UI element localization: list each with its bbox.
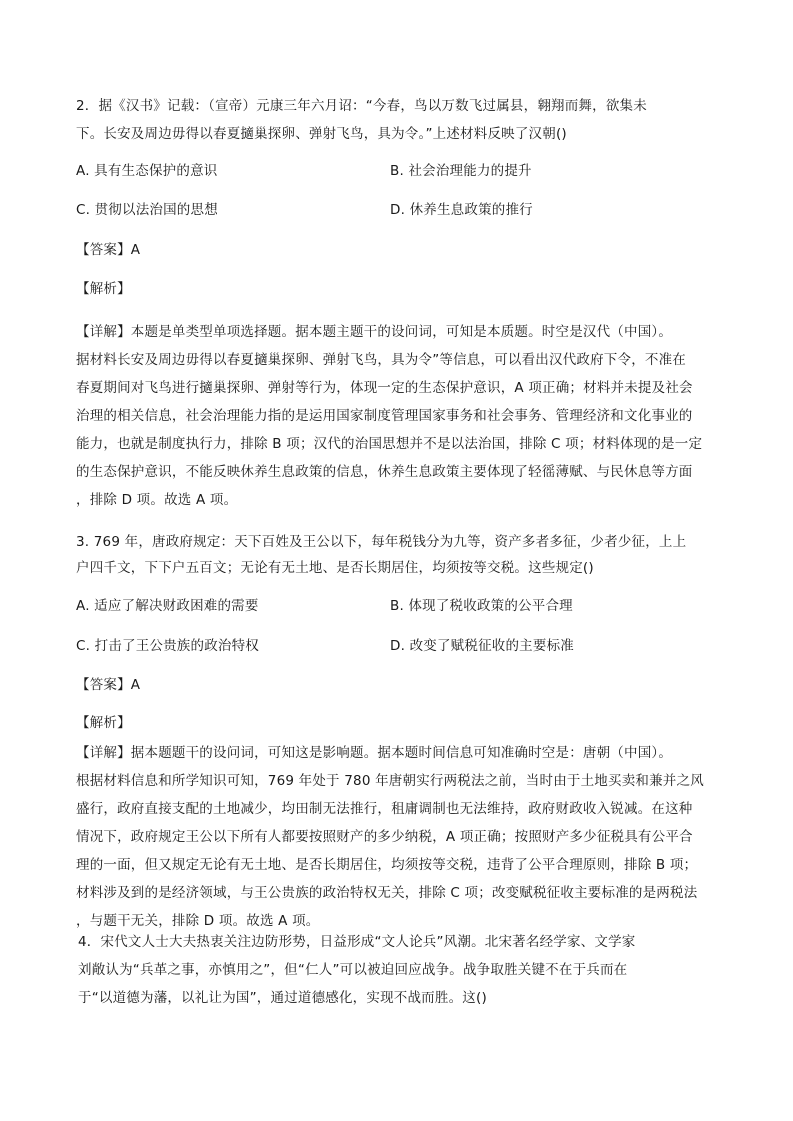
q2-detail-line: ，排除 D 项。故选 A 项。 (76, 492, 238, 508)
q3-option-d: D. 改变了赋税征收的主要标准 (390, 638, 574, 654)
q3-detail (76, 739, 704, 935)
q4-stem-line2: 刘敞认为“兵革之事，亦慎用之”，但“仁人”可以被迫回应战争。战争取胜关键不在于兵而在 (78, 962, 628, 978)
q3-stem-line1: 3. 769 年，唐政府规定：天下百姓及王公以下，每年税钱分为九等，资产多者多征，少者少征，上上 (76, 534, 687, 550)
q3-option-b: B. 体现了税收政策的公平合理 (390, 598, 573, 614)
q3-option-c: C. 打击了王公贵族的政治特权 (76, 638, 260, 654)
q3-answer: 【答案】A (76, 677, 141, 693)
q2-detail (76, 318, 702, 514)
q2-answer: 【答案】A (76, 242, 141, 258)
q3-stem-line2: 户四千文，下下户五百文；无论有无土地、是否长期居住，均须按等交税。这些规定() (76, 560, 594, 576)
q2-option-b: B. 社会治理能力的提升 (390, 163, 532, 179)
q3-option-a: A. 适应了解决财政困难的需要 (76, 598, 259, 614)
q2-detail-line: 据材料长安及周边毋得以春夏擿巢探卵、弹射飞鸟，具为令”等信息，可以看出汉代政府下令，不准在 (76, 352, 686, 368)
q2-detail-line: 【详解】本题是单类型单项选择题。据本题主题干的设问词，可知是本质题。时空是汉代（中国）。 (76, 324, 673, 340)
q3-detail-line: 【详解】据本题题干的设问词，可知这是影响题。据本题时间信息可知准确时空是：唐朝（中国）。 (76, 745, 673, 761)
q2-stem-line2: 下。长安及周边毋得以春夏擿巢探卵、弹射飞鸟，具为令。”上述材料反映了汉朝() (76, 126, 567, 142)
q4-stem-line3: 于“以道德为藩，以礼让为国”，通过道德感化，实现不战而胜。这() (78, 990, 487, 1006)
q2-detail-line: 的生态保护意识，不能反映休养生息政策的信息，休养生息政策主要体现了轻徭薄赋、与民休息等方面 (76, 464, 693, 480)
q2-option-c: C. 贯彻以法治国的思想 (76, 202, 218, 218)
q3-detail-line: 根据材料信息和所学知识可知，769 年处于 780 年唐朝实行两税法之前，当时由于土地买卖和兼并之风 (76, 773, 704, 789)
q2-option-a: A. 具有生态保护的意识 (76, 163, 218, 179)
q4-stem-line1: 4．宋代文人士大夫热衷关注边防形势，日益形成“文人论兵”风潮。北宋著名经学家、文学家 (78, 934, 636, 950)
q3-detail-line: 盛行，政府直接支配的土地减少，均田制无法推行，租庸调制也无法维持，政府财政收入锐减。在这种 (76, 801, 693, 817)
q3-analysis-label: 【解析】 (76, 715, 131, 731)
q2-analysis-label: 【解析】 (76, 281, 131, 297)
q2-detail-line: 治理的相关信息，社会治理能力指的是运用国家制度管理国家事务和社会事务、管理经济和文化事业的 (76, 408, 693, 424)
q3-detail-line: ，与题干无关，排除 D 项。故选 A 项。 (76, 913, 320, 929)
q2-stem-line1: 2．据《汉书》记载：（宣帝）元康三年六月诏：“今春，鸟以万数飞过属县，翱翔而舞，欲集未 (76, 98, 647, 114)
q2-detail-line: 春夏期间对飞鸟进行擿巢探卵、弹射等行为，体现一定的生态保护意识，A 项正确；材料并未提及社会 (76, 380, 693, 396)
q3-detail-line: 情况下，政府规定王公以下所有人都要按照财产的多少纳税，A 项正确；按照财产多少征税具有公平合 (76, 829, 693, 845)
q3-detail-line: 材料涉及到的是经济领域，与王公贵族的政治特权无关，排除 C 项；改变赋税征收主要标准的是两税法 (76, 885, 698, 901)
q2-detail-line: 能力，也就是制度执行力，排除 B 项；汉代的治国思想并不是以法治国，排除 C 项；材料体现的是一定 (76, 436, 703, 452)
q2-option-d: D. 休养生息政策的推行 (390, 202, 533, 218)
q3-detail-line: 理的一面，但又规定无论有无土地、是否长期居住，均须按等交税，违背了公平合理原则，排除 B 项； (76, 857, 698, 873)
